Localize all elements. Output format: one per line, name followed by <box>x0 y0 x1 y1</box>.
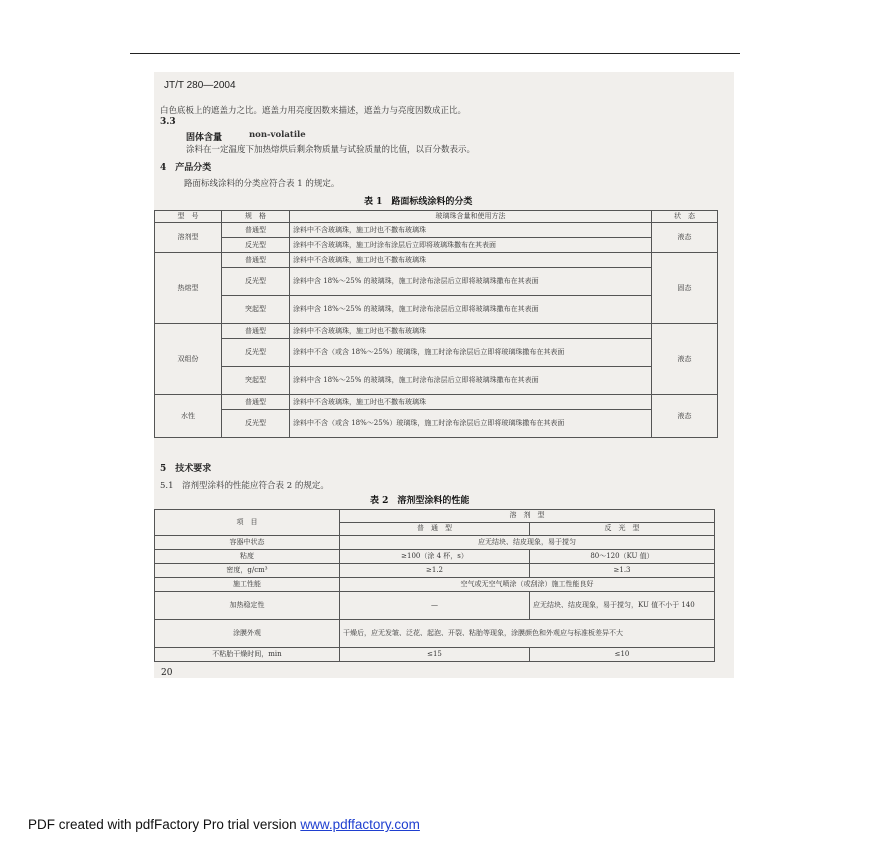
state-cell: 固态 <box>652 253 718 324</box>
spec-cell: 普通型 <box>222 223 290 238</box>
value-cell: 80～120（KU 值） <box>530 550 715 564</box>
footer-link[interactable]: www.pdffactory.com <box>300 817 420 832</box>
desc-cell: 涂料中不含玻璃珠，施工时也不撒布玻璃珠 <box>290 253 652 268</box>
value-cell: ≤15 <box>340 648 530 662</box>
spec-cell: 反光型 <box>222 238 290 253</box>
header-cell: 溶 剂 型 <box>340 510 715 523</box>
header-cell: 普 通 型 <box>340 523 530 536</box>
item-cell: 不粘胎干燥时间，min <box>155 648 340 662</box>
paragraph: 路面标线涂料的分类应符合表 1 的规定。 <box>184 179 340 189</box>
desc-cell: 涂料中不含玻璃珠，施工时也不撒布玻璃珠 <box>290 223 652 238</box>
header-cell: 反 光 型 <box>530 523 715 536</box>
spec-cell: 普通型 <box>222 253 290 268</box>
value-cell: — <box>340 592 530 620</box>
value-cell: ≥1.3 <box>530 564 715 578</box>
table-row <box>155 564 715 578</box>
header-rule <box>130 53 740 54</box>
definition: 涂料在一定温度下加热熔烘后剩余物质量与试验质量的比值，以百分数表示。 <box>186 145 476 155</box>
item-cell: 粘度 <box>155 550 340 564</box>
table-caption: 表 1 路面标线涂料的分类 <box>364 197 473 207</box>
table-row <box>155 223 718 238</box>
spec-cell: 反光型 <box>222 410 290 438</box>
type-cell: 热熔型 <box>155 253 222 324</box>
desc-cell: 涂料中不含玻璃珠，施工时也不撒布玻璃珠 <box>290 324 652 339</box>
header-cell: 型 号 <box>155 211 222 223</box>
table-row <box>155 296 718 324</box>
table-row <box>155 620 715 648</box>
item-cell: 容器中状态 <box>155 536 340 550</box>
item-cell: 加热稳定性 <box>155 592 340 620</box>
desc-cell: 涂料中不含（或含 18%～25%）玻璃珠，施工时涂布涂层后立即将玻璃珠撒布在其表面 <box>290 410 652 438</box>
desc-cell: 涂料中不含玻璃珠，施工时也不撒布玻璃珠 <box>290 395 652 410</box>
type-cell: 水性 <box>155 395 222 438</box>
section-heading: 4 产品分类 <box>160 163 212 173</box>
item-cell: 密度，g/cm³ <box>155 564 340 578</box>
table-header-row <box>155 510 715 523</box>
state-cell: 液态 <box>652 223 718 253</box>
state-cell: 液态 <box>652 395 718 438</box>
table-row <box>155 648 715 662</box>
item-cell: 施工性能 <box>155 578 340 592</box>
spec-cell: 反光型 <box>222 339 290 367</box>
value-cell: 干燥后，应无发皱、泛花、起泡、开裂、粘胎等现象，涂膜颜色和外观应与标准板差异不大 <box>340 620 715 648</box>
type-cell: 双组份 <box>155 324 222 395</box>
table-row <box>155 410 718 438</box>
value-cell: 应无结块、结皮现象，易于搅匀，KU 值不小于 140 <box>530 592 715 620</box>
table-row <box>155 578 715 592</box>
performance-table <box>154 509 715 662</box>
value-cell: ≥1.2 <box>340 564 530 578</box>
paragraph: 白色底板上的遮盖力之比。遮盖力用亮度因数来描述，遮盖力与亮度因数成正比。 <box>160 106 467 116</box>
footer-text: PDF created with pdfFactory Pro trial version <box>28 817 301 832</box>
section-number: 3.3 <box>160 117 176 127</box>
term-en: non-volatile <box>249 130 306 140</box>
table-caption: 表 2 溶剂型涂料的性能 <box>370 496 470 506</box>
spec-cell: 普通型 <box>222 324 290 339</box>
table-row <box>155 238 718 253</box>
table-row <box>155 268 718 296</box>
header-cell: 玻璃珠含量和使用方法 <box>290 211 652 223</box>
item-cell: 涂膜外观 <box>155 620 340 648</box>
type-cell: 溶剂型 <box>155 223 222 253</box>
value-cell: 空气或无空气喷涂（或刮涂）施工性能良好 <box>340 578 715 592</box>
table-row <box>155 592 715 620</box>
spec-cell: 突起型 <box>222 367 290 395</box>
desc-cell: 涂料中不含玻璃珠，施工时涂布涂层后立即将玻璃珠撒布在其表面 <box>290 238 652 253</box>
table-row <box>155 339 718 367</box>
table-row <box>155 395 718 410</box>
spec-cell: 反光型 <box>222 268 290 296</box>
scanned-page <box>154 72 734 678</box>
desc-cell: 涂料中含 18%～25% 的玻璃珠，施工时涂布涂层后立即将玻璃珠撒布在其表面 <box>290 296 652 324</box>
value-cell: ≤10 <box>530 648 715 662</box>
table-header-row <box>155 211 718 223</box>
page-number: 20 <box>161 668 173 678</box>
spec-cell: 突起型 <box>222 296 290 324</box>
table-row <box>155 536 715 550</box>
desc-cell: 涂料中不含（或含 18%～25%）玻璃珠，施工时涂布涂层后立即将玻璃珠撒布在其表面 <box>290 339 652 367</box>
desc-cell: 涂料中含 18%～25% 的玻璃珠，施工时涂布涂层后立即将玻璃珠撒布在其表面 <box>290 367 652 395</box>
term-cn: 固体含量 <box>186 133 223 143</box>
table-row <box>155 550 715 564</box>
value-cell: ≥100（涂 4 杯，s） <box>340 550 530 564</box>
paragraph: 5.1 溶剂型涂料的性能应符合表 2 的规定。 <box>160 481 329 491</box>
table-row <box>155 367 718 395</box>
header-cell: 规 格 <box>222 211 290 223</box>
value-cell: 应无结块、结皮现象，易于搅匀 <box>340 536 715 550</box>
header-cell: 项 目 <box>155 510 340 536</box>
classification-table <box>154 210 718 438</box>
section-heading: 5 技术要求 <box>160 464 212 474</box>
table-row <box>155 253 718 268</box>
standard-code: JT/T 280—2004 <box>164 80 236 91</box>
pdf-footer <box>28 817 420 832</box>
spec-cell: 普通型 <box>222 395 290 410</box>
header-cell: 状 态 <box>652 211 718 223</box>
table-row <box>155 324 718 339</box>
state-cell: 液态 <box>652 324 718 395</box>
desc-cell: 涂料中含 18%～25% 的玻璃珠，施工时涂布涂层后立即将玻璃珠撒布在其表面 <box>290 268 652 296</box>
